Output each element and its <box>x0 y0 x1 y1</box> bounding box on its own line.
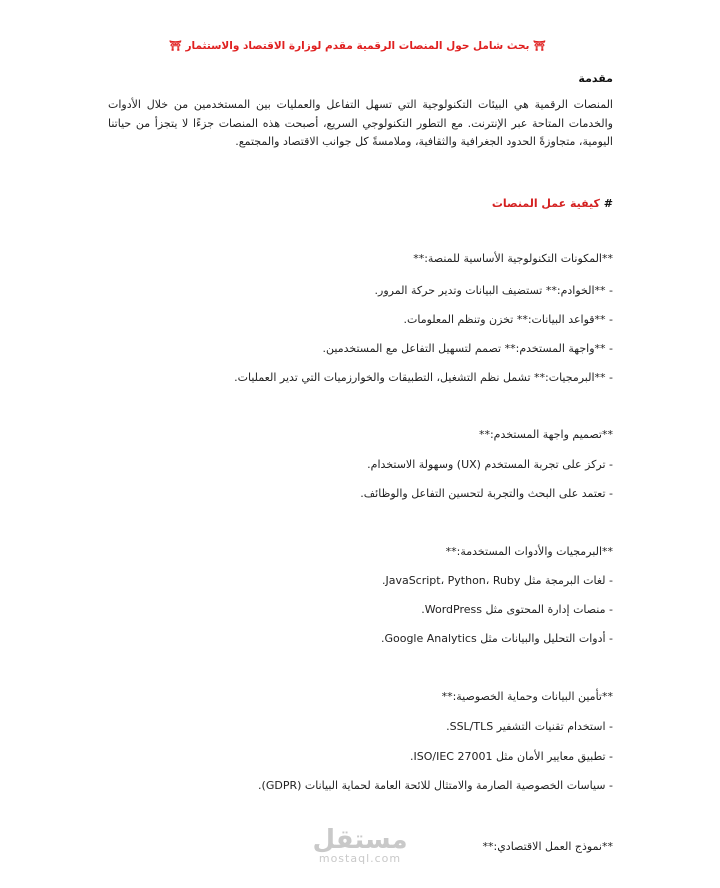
list-item: - سياسات الخصوصية الصارمة والامتثال للائحة العامة لحماية البيانات (GDPR). <box>258 779 613 792</box>
list-item: - **واجهة المستخدم:** تصمم لتسهيل التفاعل مع المستخدمين. <box>322 342 613 355</box>
house-icon: ⛩ <box>169 41 182 52</box>
subheading-ui-design: **تصميم واجهة المستخدم:** <box>478 428 613 441</box>
house-icon: ⛩ <box>533 41 546 52</box>
section-heading-text: كيفية عمل المنصات <box>491 197 600 210</box>
list-item: - تعتمد على البحث والتجربة لتحسين التفاعل والوظائف. <box>360 487 613 500</box>
intro-heading: مقدمة <box>578 72 613 85</box>
list-item: - **الخوادم:** تستضيف البيانات وتدير حركة المرور. <box>374 284 613 297</box>
list-item: - **البرمجيات:** تشمل نظم التشغيل، التطبيقات والخوارزميات التي تدير العمليات. <box>234 371 613 384</box>
document-title-text: بحث شامل حول المنصات الرقمية مقدم لوزارة الاقتصاد والاستثمار <box>185 40 530 52</box>
list-item: - تطبيق معايير الأمان مثل ISO/IEC 27001. <box>409 750 613 763</box>
list-item: - لغات البرمجة مثل JavaScript، Python، Ruby. <box>381 574 613 587</box>
watermark-latin: mostaql.com <box>318 852 402 865</box>
list-item: - استخدام تقنيات التشفير SSL/TLS. <box>446 720 613 733</box>
section-heading-mark: # <box>603 197 613 210</box>
list-item: - أدوات التحليل والبيانات مثل Google Analytics. <box>380 632 613 645</box>
section-heading <box>492 197 613 210</box>
watermark-arabic: مستقل <box>312 825 408 855</box>
document-title <box>100 40 615 52</box>
subheading-components: **المكونات التكنولوجية الأساسية للمنصة:** <box>413 252 613 265</box>
subheading-business-model: **نموذج العمل الاقتصادي:** <box>482 840 613 853</box>
subheading-software: **البرمجيات والأدوات المستخدمة:** <box>445 545 613 558</box>
list-item: - منصات إدارة المحتوى مثل WordPress. <box>421 603 613 616</box>
intro-paragraph: المنصات الرقمية هي البيئات التكنولوجية التي تسهل التفاعل والعمليات بين المستخدمين من خلال الأدوات والخدمات المتاحة عبر الإنترنت. مع التطور التكنولوجي السريع، أصبحت هذه المنصات جزءًا لا يتجزأ من حياتنا اليومية، متجاوزةً الحدود الجغرافية والثقافية، وملامسةً كل جوانب الاقتصاد والمجتمع. <box>108 98 613 148</box>
subheading-data-security: **تأمين البيانات وحماية الخصوصية:** <box>441 690 613 703</box>
watermark-logo <box>310 826 410 865</box>
list-item: - **قواعد البيانات:** تخزن وتنظم المعلومات. <box>403 313 613 326</box>
list-item: - تركز على تجربة المستخدم (UX) وسهولة الاستخدام. <box>367 458 613 471</box>
